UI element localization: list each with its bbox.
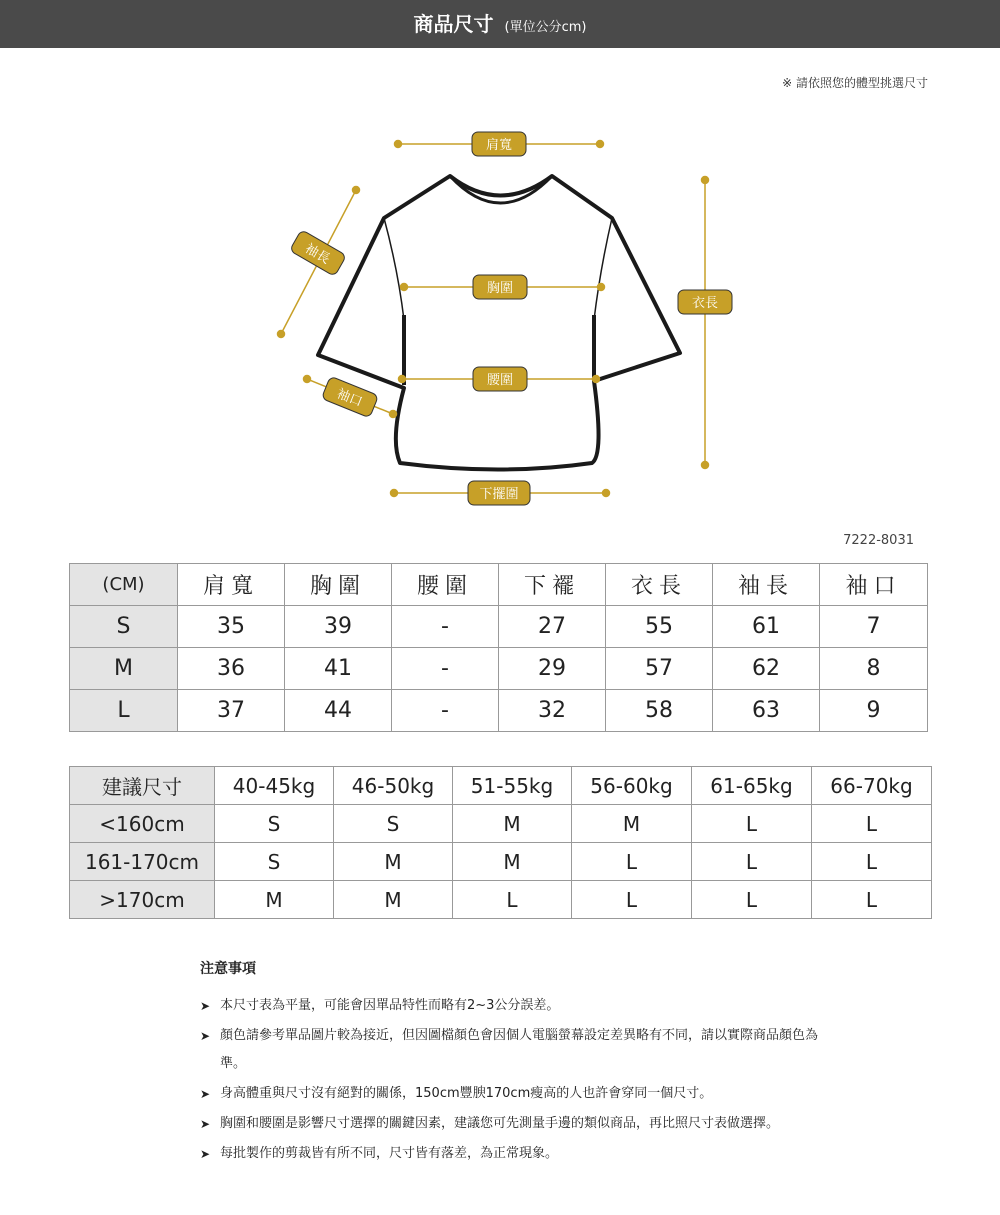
table-cell: M [453,805,572,843]
header-cell: 下襬 [499,564,606,606]
table-cell: M [453,843,572,881]
table-cell: M [334,843,453,881]
table-cell: 61 [713,606,820,648]
height-label: <160cm [70,805,215,843]
garment-diagram [0,120,1000,520]
label-cuff [321,376,378,418]
label-length [678,290,732,314]
table-cell: L [812,881,932,919]
note-text: 身高體重與尺寸沒有絕對的關係，150cm豐腴170cm瘦高的人也許會穿同一個尺寸。 [220,1086,713,1101]
note-text: 胸圍和腰圍是影響尺寸選擇的關鍵因素，建議您可先測量手邊的類似商品，再比照尺寸表做選擇。 [220,1116,780,1131]
table-cell: 44 [285,690,392,732]
svg-text:下擺圍: 下擺圍 [479,487,519,502]
label-shoulder [472,132,526,156]
table-cell: 7 [820,606,928,648]
note-item [200,1140,820,1168]
table-cell: 41 [285,648,392,690]
table-row [70,606,928,648]
arrow-right-icon: ➤ [200,1029,211,1043]
svg-text:衣長: 衣長 [691,296,719,311]
arrow-right-icon: ➤ [200,1117,211,1131]
svg-text:袖長: 袖長 [302,241,333,268]
table-cell: L [812,843,932,881]
size-label: L [70,690,178,732]
table-row [70,843,932,881]
size-table [69,563,928,732]
header-unit: (單位公分cm) [504,20,587,35]
table-cell: L [692,805,812,843]
table-row [70,881,932,919]
arrow-right-icon: ➤ [200,999,211,1013]
table-row [70,648,928,690]
table-cell: 63 [713,690,820,732]
size-label: S [70,606,178,648]
size-hint: ※ 請依照您的體型挑選尺寸 [782,76,928,90]
header-cell: 胸圍 [285,564,392,606]
note-item [200,1110,820,1138]
arrow-right-icon: ➤ [200,1087,211,1101]
arrow-right-icon: ➤ [200,1147,211,1161]
table-cell: S [215,805,334,843]
table-cell: 8 [820,648,928,690]
table-cell: 58 [606,690,713,732]
table-cell: S [215,843,334,881]
svg-text:腰圍: 腰圍 [486,373,514,388]
table-cell: L [812,805,932,843]
label-hem [468,481,530,505]
header-cell: 51-55kg [453,767,572,805]
svg-text:肩寬: 肩寬 [485,138,513,153]
table-cell: M [572,805,692,843]
note-text: 每批製作的剪裁皆有所不同，尺寸皆有落差，為正常現象。 [220,1146,559,1161]
header-cell: 61-65kg [692,767,812,805]
header-title: 商品尺寸 [413,12,494,36]
tshirt-outline [318,176,680,470]
table-cell: 36 [178,648,285,690]
header-cell: (CM) [70,564,178,606]
note-item [200,1080,820,1108]
header-cell: 衣長 [606,564,713,606]
header-cell: 40-45kg [215,767,334,805]
header-cell: 腰圍 [392,564,499,606]
header-cell: 建議尺寸 [70,767,215,805]
table-row [70,690,928,732]
size-table-header [70,564,928,606]
table-cell: 32 [499,690,606,732]
table-cell: L [692,881,812,919]
table-cell: 27 [499,606,606,648]
height-label: 161-170cm [70,843,215,881]
header-cell: 袖長 [713,564,820,606]
product-code: 7222-8031 [843,533,914,548]
table-cell: L [572,881,692,919]
table-cell: - [392,690,499,732]
table-cell: M [215,881,334,919]
table-cell: 9 [820,690,928,732]
table-cell: L [453,881,572,919]
note-text: 本尺寸表為平量，可能會因單品特性而略有2~3公分誤差。 [220,998,560,1013]
label-chest [473,275,527,299]
notes-title: 注意事項 [200,961,256,977]
recommend-table [69,766,932,919]
size-label: M [70,648,178,690]
label-waist [473,367,527,391]
table-cell: 57 [606,648,713,690]
table-cell: - [392,606,499,648]
note-item [200,992,820,1020]
table-cell: 29 [499,648,606,690]
table-cell: L [572,843,692,881]
seam-lines [384,218,612,320]
label-sleeve-length [289,230,346,277]
svg-text:袖口: 袖口 [334,386,365,411]
note-item [200,1022,820,1078]
header-cell: 袖口 [820,564,928,606]
notes-section [200,958,820,1170]
table-cell: S [334,805,453,843]
table-cell: L [692,843,812,881]
table-cell: 55 [606,606,713,648]
table-cell: 39 [285,606,392,648]
table-cell: M [334,881,453,919]
height-label: >170cm [70,881,215,919]
table-cell: - [392,648,499,690]
table-cell: 35 [178,606,285,648]
table-cell: 62 [713,648,820,690]
table-row [70,805,932,843]
header-cell: 46-50kg [334,767,453,805]
page-header [0,0,1000,48]
svg-text:胸圍: 胸圍 [486,281,514,296]
header-cell: 56-60kg [572,767,692,805]
header-cell: 肩寬 [178,564,285,606]
header-cell: 66-70kg [812,767,932,805]
note-text: 顏色請參考單品圖片較為接近，但因圖檔顏色會因個人電腦螢幕設定差異略有不同，請以實際商品顏色為準。 [220,1028,819,1071]
recommend-table-header [70,767,932,805]
table-cell: 37 [178,690,285,732]
